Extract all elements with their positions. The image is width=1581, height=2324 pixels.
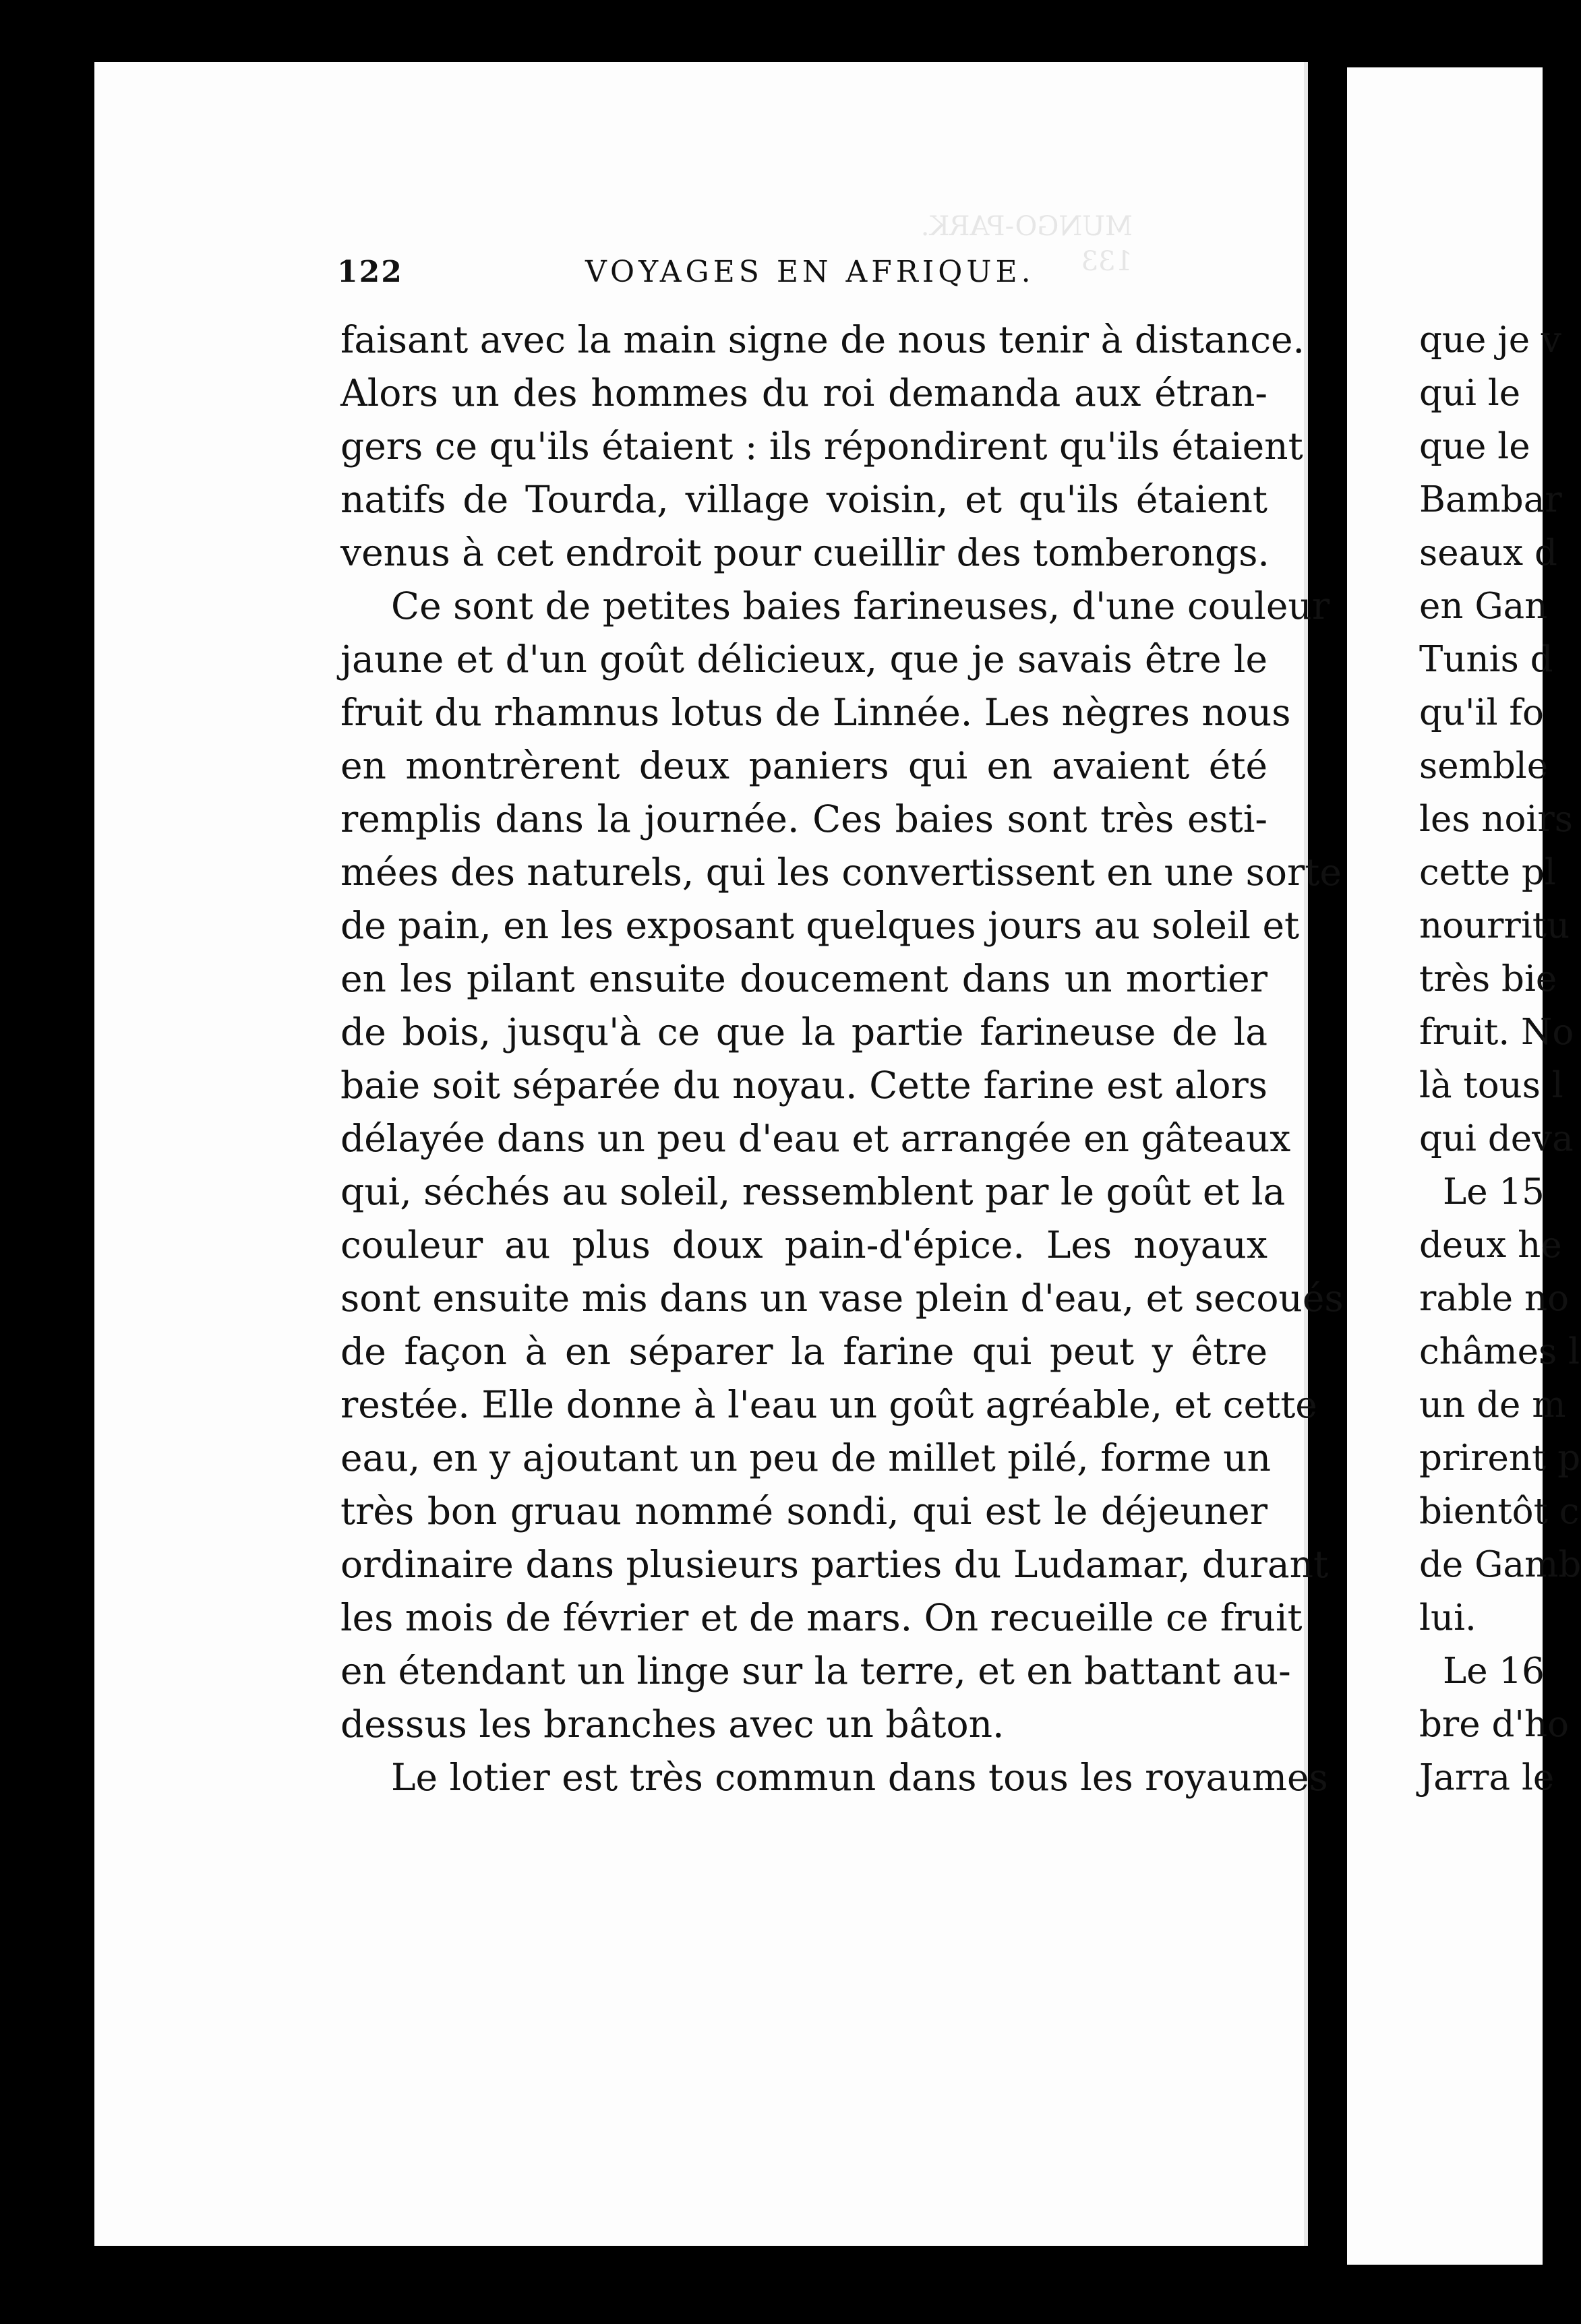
text-line: Le lotier est très commun dans tous les royaumes <box>391 1756 1328 1799</box>
text-line: venus à cet endroit pour cueillir des tomberongs. <box>340 531 1270 574</box>
text-line: de Gamb <box>1419 1544 1581 1585</box>
text-line: gers ce qu'ils étaient : ils répondirent qu'ils étaient <box>340 425 1303 468</box>
page-header <box>337 255 1261 302</box>
text-line: rable no <box>1419 1278 1570 1319</box>
text-line: nourritu <box>1419 905 1570 946</box>
bleed-line: 133 <box>1081 246 1133 277</box>
text-line: lui. <box>1419 1597 1476 1639</box>
text-line: qui, séchés au soleil, ressemblent par le goût et la <box>340 1170 1286 1213</box>
right-page-text-fragment <box>1419 313 1581 1804</box>
text-line: les noirs <box>1419 799 1573 840</box>
text-line: très bon gruau nommé sondi, qui est le déjeuner <box>340 1490 1267 1533</box>
text-line: natifs de Tourda, village voisin, et qu'ils étaient <box>340 478 1267 521</box>
text-line: Bambar <box>1419 479 1562 520</box>
text-line: prirent p <box>1419 1438 1581 1479</box>
text-line: les mois de février et de mars. On recueille ce fruit <box>340 1596 1303 1639</box>
text-line: remplis dans la journée. Ces baies sont très esti- <box>340 797 1267 840</box>
main-text-block <box>340 313 1344 1804</box>
text-line: Alors un des hommes du roi demanda aux étran- <box>340 371 1267 415</box>
text-line: baie soit séparée du noyau. Cette farine est alors <box>340 1064 1267 1107</box>
text-line: restée. Elle donne à l'eau un goût agréable, et cette <box>340 1383 1317 1426</box>
text-line: en Gan <box>1419 586 1548 627</box>
text-line: de pain, en les exposant quelques jours au soleil et <box>340 904 1300 947</box>
text-line: seaux d <box>1419 532 1557 574</box>
text-line: deux he <box>1419 1225 1562 1266</box>
text-line: Jarra le <box>1419 1757 1555 1798</box>
text-line: là tous l <box>1419 1065 1563 1106</box>
text-line: que le <box>1419 426 1530 467</box>
text-line: bientôt c <box>1419 1491 1580 1532</box>
text-line: en les pilant ensuite doucement dans un mortier <box>340 957 1267 1000</box>
text-line: de bois, jusqu'à ce que la partie farineuse de la <box>340 1010 1267 1053</box>
text-line: de façon à en séparer la farine qui peut y être <box>340 1330 1267 1373</box>
text-line: Tunis d <box>1419 639 1553 680</box>
text-line: délayée dans un peu d'eau et arrangée en gâteaux <box>340 1117 1291 1160</box>
text-line: Ce sont de petites baies farineuses, d'une couleur <box>391 584 1330 628</box>
text-line: eau, en y ajoutant un peu de millet pilé, forme un <box>340 1436 1271 1479</box>
text-line: en étendant un linge sur la terre, et en battant au- <box>340 1649 1291 1692</box>
text-line: Le 15 <box>1443 1171 1545 1213</box>
text-line: bre d'ho <box>1419 1704 1570 1745</box>
text-line: en montrèrent deux paniers qui en avaient été <box>340 744 1267 787</box>
text-line: très bie <box>1419 958 1557 1000</box>
text-line: Le 16 <box>1443 1651 1545 1692</box>
text-line: sont ensuite mis dans un vase plein d'eau, et secoués <box>340 1277 1344 1320</box>
bleed-line: MUNGO-PARK. <box>920 211 1133 242</box>
running-title: VOYAGES EN AFRIQUE. <box>585 255 1035 289</box>
text-line: semble <box>1419 745 1549 787</box>
text-line: un de m <box>1419 1384 1566 1426</box>
text-line: jaune et d'un goût délicieux, que je savais être le <box>340 638 1267 681</box>
text-line: châmes l <box>1419 1331 1580 1372</box>
page-number: 122 <box>337 255 403 289</box>
text-line: fruit du rhamnus lotus de Linnée. Les nègres nous <box>340 691 1291 734</box>
text-line: fruit. No <box>1419 1012 1574 1053</box>
text-line: qui deva <box>1419 1118 1574 1159</box>
text-line: qu'il fo <box>1419 692 1544 733</box>
text-line: dessus les branches avec un bâton. <box>340 1703 1005 1746</box>
text-line: cette pl <box>1419 852 1556 893</box>
text-line: couleur au plus doux pain-d'épice. Les noyaux <box>340 1223 1267 1266</box>
text-line: qui le <box>1419 373 1521 414</box>
text-line: ordinaire dans plusieurs parties du Ludamar, durant <box>340 1543 1329 1586</box>
text-line: mées des naturels, qui les convertissent en une sorte <box>340 851 1342 894</box>
text-line: que je v <box>1419 319 1561 361</box>
text-line: faisant avec la main signe de nous tenir à distance. <box>340 318 1305 361</box>
